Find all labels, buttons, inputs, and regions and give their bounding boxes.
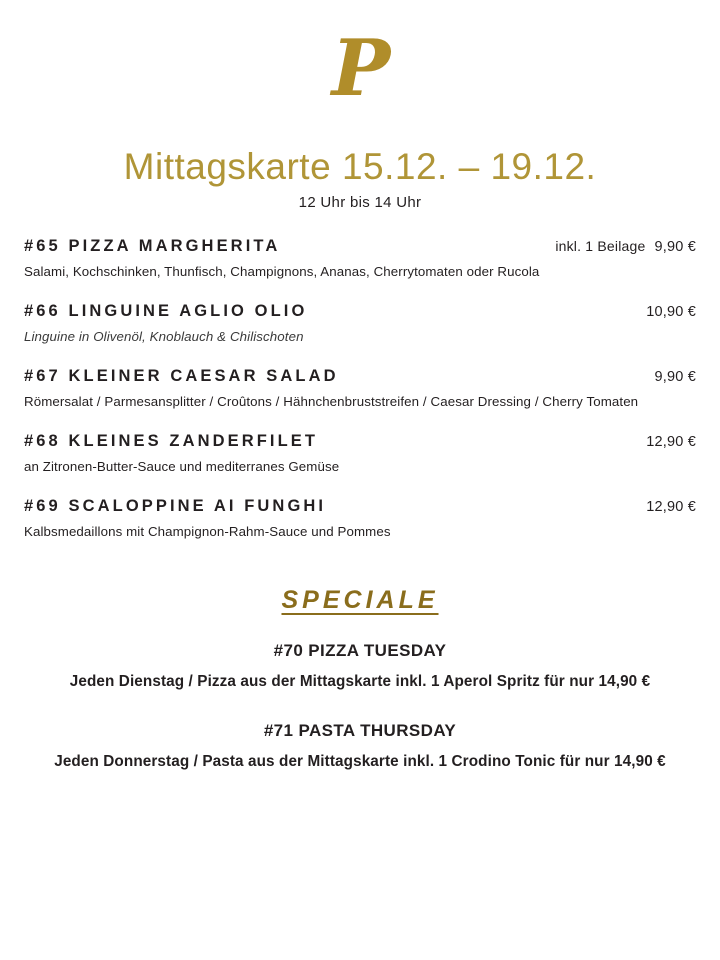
menu-item-price: 12,90 € [646,434,696,450]
page-title: Mittagskarte 15.12. – 19.12. [123,146,597,187]
menu-item-price-group [637,499,696,515]
menu-item [24,497,696,540]
speciale-title: #70 PIZZA TUESDAY [273,641,447,660]
menu-item-name: #68 KLEINES ZANDERFILET [24,432,319,450]
menu-item-price: 9,90 € [654,369,696,385]
menu-item-description: Kalbsmedaillons mit Champignon-Rahm-Sauce und Pommes [24,524,391,539]
menu-item-price-group [555,238,696,255]
menu-item [24,432,696,475]
menu-item-description: Salami, Kochschinken, Thunfisch, Champignons, Ananas, Cherrytomaten oder Rucola [24,264,540,279]
menu-list [24,237,696,540]
menu-item-name: #65 PIZZA MARGHERITA [24,237,281,255]
menu-item-name: #67 KLEINER CAESAR SALAD [24,367,339,385]
menu-item-price: 10,90 € [646,304,696,320]
menu-item-note: inkl. 1 Beilage [555,238,646,254]
speciale-description: Jeden Donnerstag / Pasta aus der Mittagskarte inkl. 1 Crodino Tonic für nur 14,90 € [54,753,666,770]
menu-item-price: 12,90 € [646,499,696,515]
menu-item-price-group [637,304,696,320]
page-subtitle: 12 Uhr bis 14 Uhr [298,194,422,211]
menu-item-row [24,302,696,321]
restaurant-logo [24,0,696,120]
speciale-block [24,721,696,771]
menu-item-row [24,237,696,256]
speciale-heading: SPECIALE [281,586,439,614]
menu-item-row [24,367,696,386]
menu-item-description: an Zitronen-Butter-Sauce und mediterranes Gemüse [24,459,340,474]
menu-item-price-group [645,369,696,385]
menu-item-name: #69 SCALOPPINE AI FUNGHI [24,497,327,515]
logo-letter-icon: P [331,23,389,114]
menu-item-price: 9,90 € [654,239,696,255]
speciale-description: Jeden Dienstag / Pizza aus der Mittagskarte inkl. 1 Aperol Spritz für nur 14,90 € [69,673,651,690]
menu-item-price-group [637,434,696,450]
menu-item-name: #66 LINGUINE AGLIO OLIO [24,302,308,320]
menu-item [24,237,696,280]
menu-item-row [24,432,696,451]
speciale-title: #71 PASTA THURSDAY [263,721,457,740]
menu-item-row [24,497,696,516]
menu-item [24,302,696,345]
menu-item-description: Linguine in Olivenöl, Knoblauch & Chilischoten [24,329,304,344]
menu-item [24,367,696,410]
menu-item-description: Römersalat / Parmesansplitter / Croûtons / Hähnchenbruststreifen / Caesar Dressing / Cherry Tomaten [24,394,639,409]
speciale-block [24,641,696,691]
